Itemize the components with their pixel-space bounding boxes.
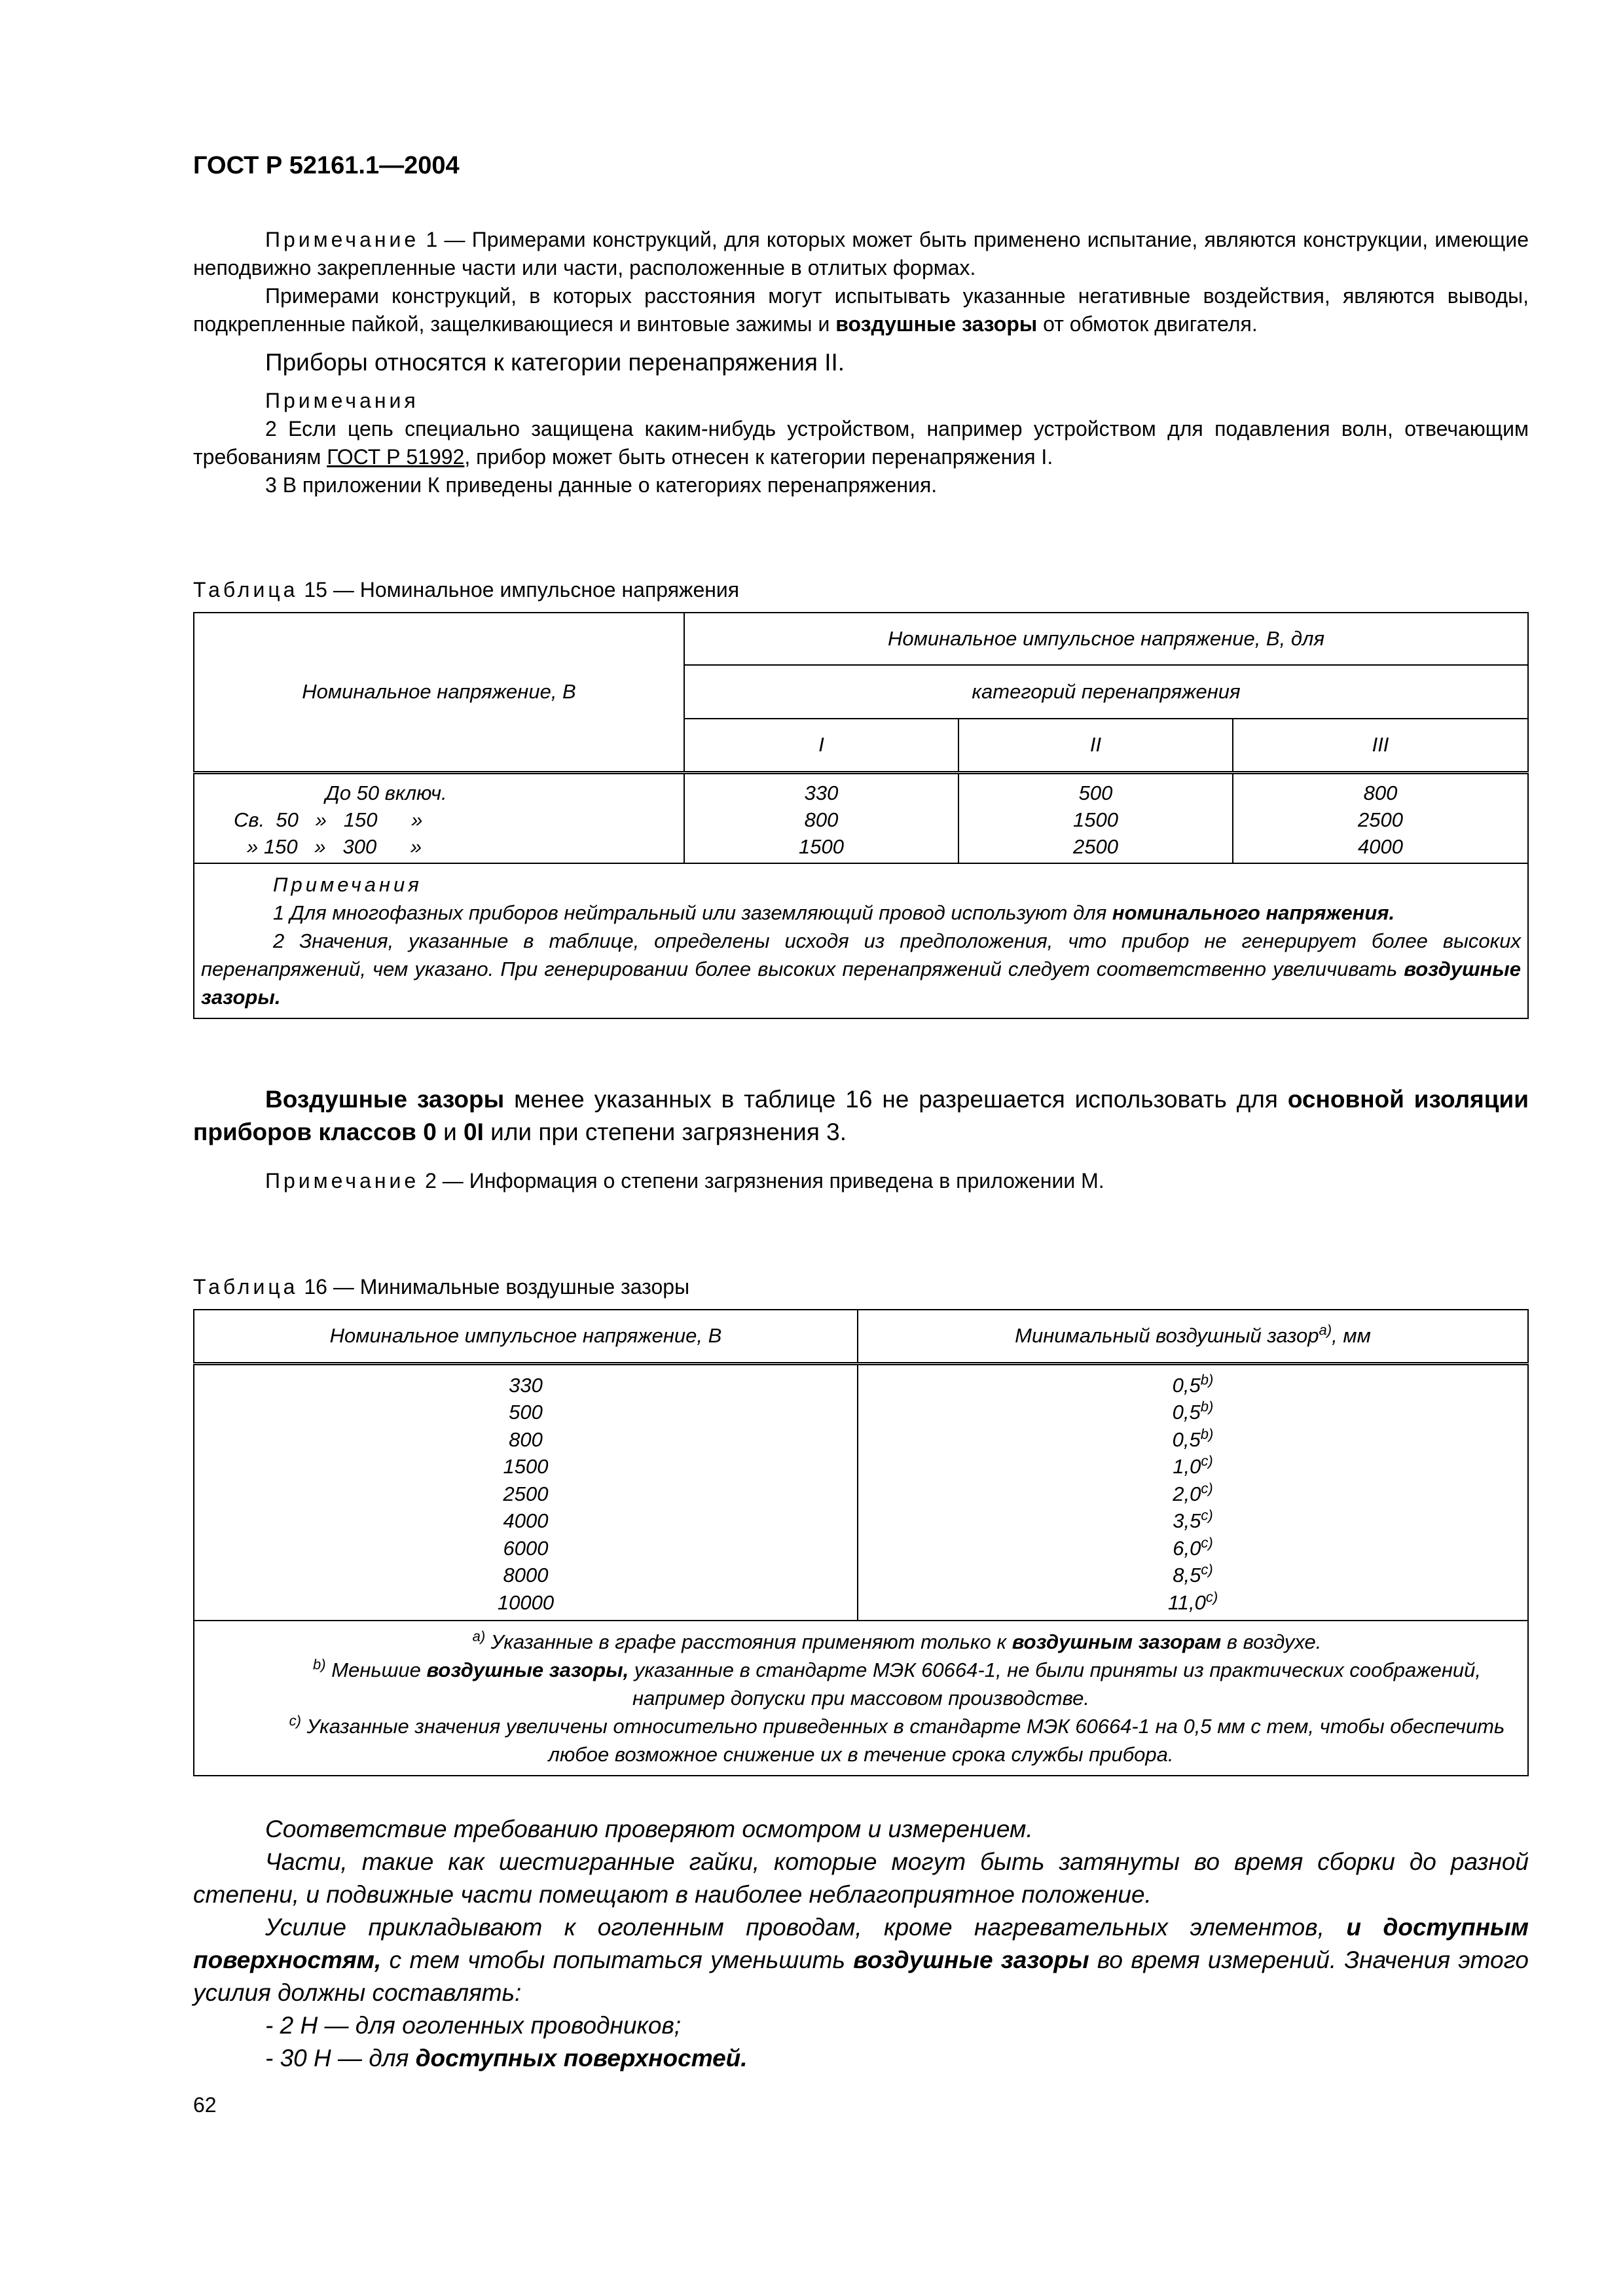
table-16-caption: Таблица 16 — Минимальные воздушные зазоры (193, 1275, 690, 1299)
table-15 (193, 612, 1529, 1019)
table-16 (193, 1309, 1529, 1776)
note-1: Примечание 1 — Примерами конструкций, для которых может быть применено испытание, являются конструкции, имеющие неподвижно закрепленные части или части, расположенные в отлитых формах. (193, 228, 1529, 279)
table-row (194, 772, 1528, 863)
cat-2-values: 500 1500 2500 (958, 772, 1233, 863)
compliance-section (193, 1813, 1529, 2075)
notes-label: Примечания (265, 389, 419, 412)
cat-header-1: I (684, 719, 958, 772)
impulse-voltage-values: 330 500 800 1500 2500 4000 6000 8000 10000 (194, 1363, 858, 1621)
table-15-notes: Примечания 1 Для многофазных приборов нейтральный или заземляющий провод используют для номинального напряжения. 2 Значения, указанные в таблице, определены исходя из предположения, что прибор не генерирует более высоких перенапряжений, чем указано. При генерировании более высоких перенапряжений следует соответственно увеличивать воздушные зазоры. (194, 863, 1528, 1018)
cat-1-values: 330 800 1500 (684, 772, 958, 863)
standard-link[interactable]: ГОСТ Р 51992 (327, 445, 465, 469)
footnote-c: $^{c)}$ Указанные значения увеличены относительно приведенных в стандарте МЭК 60664-1 на 0,5 мм с тем, чтобы обеспечить любое возможное снижение их в течение срока службы прибора. (289, 1712, 1505, 1766)
list-item: - 2 Н — для оголенных проводников; (265, 2012, 682, 2039)
compliance-p2: Части, такие как шестигранные гайки, которые могут быть затянуты во время сборки до разной степени, и подвижные части помещают в наиболее неблагоприятное положение. (193, 1848, 1529, 1908)
compliance-p3: Усилие прикладывают к оголенным проводам, кроме нагревательных элементов, и доступным поверхностям, с тем чтобы попытаться уменьшить воздушные зазоры во время измерений. Значения этого усилия должны составлять: (193, 1914, 1529, 2006)
table-16-footnotes-row (194, 1621, 1528, 1776)
footnote-b: $^{b)}$ Меньшие воздушные зазоры, указанные в стандарте МЭК 60664-1, не были приняты из практических соображений, например допуски при массовом производстве. (313, 1656, 1481, 1710)
note-3: 3 В приложении К приведены данные о категориях перенапряжения. (265, 473, 938, 497)
category-statement: Приборы относятся к категории перенапряжения II. (265, 349, 845, 376)
intro-section (193, 226, 1529, 499)
voltage-cell: До 50 включ. Св. 50 » 150 » » 150 » 300 » (194, 772, 684, 863)
air-gap-requirement: Воздушные зазоры менее указанных в таблице 16 не разрешается использовать для основной изоляции приборов классов 0 и 0I или при степени загрязнения 3. (193, 1086, 1529, 1145)
col-header-impulse-voltage: Номинальное импульсное напряжение, В (194, 1310, 858, 1363)
footnote-a: $^{a)}$ Указанные в графе расстояния применяют только к воздушным зазорам в воздухе. (472, 1628, 1322, 1653)
table-row (194, 1363, 1528, 1621)
note-2: 2 Если цепь специально защищена каким-нибудь устройством, например устройством для подавления волн, отвечающим требованиям ГОСТ Р 51992, прибор может быть отнесен к категории перенапряжения I. (193, 417, 1529, 469)
note-1-continued: Примерами конструкций, в которых расстояния могут испытывать указанные негативные воздействия, являются выводы, подкрепленные пайкой, защелкивающиеся и винтовые зажимы и воздушные зазоры от обмоток двигателя. (193, 284, 1529, 336)
col-header-min-gap: Минимальный воздушный зазор$^{a)}$, мм (858, 1310, 1528, 1363)
list-item: - 30 Н — для доступных поверхностей. (265, 2045, 748, 2072)
col-header-voltage: Номинальное напряжение, В (194, 613, 684, 772)
compliance-p1: Соответствие требованию проверяют осмотром и измерением. (265, 1816, 1033, 1842)
group-header: Номинальное импульсное напряжение, В, для (684, 613, 1528, 665)
note-pollution: Примечание 2 — Информация о степени загрязнения приведена в приложении М. (265, 1169, 1104, 1193)
table-15-caption: Таблица 15 — Номинальное импульсное напряжения (193, 578, 740, 601)
cat-header-2: II (958, 719, 1233, 772)
min-gap-values: 0,5$^{b)}$ 0,5$^{b)}$ 0,5$^{b)}$ 1,0$^{c)}$ 2,0$^{c)}$ 3,5$^{c)}$ 6,0$^{c)}$ 8,5$^{c)}$ 11,0$^{c)}$ (858, 1363, 1528, 1621)
cat-header-3: III (1233, 719, 1528, 772)
cat-3-values: 800 2500 4000 (1233, 772, 1528, 863)
middle-section (193, 1083, 1529, 1195)
table-16-footnotes (194, 1621, 1528, 1776)
table-15-notes-row (194, 863, 1528, 1018)
subgroup-header: категорий перенапряжения (684, 665, 1528, 719)
page-number: 62 (193, 2093, 217, 2117)
document-header: ГОСТ Р 52161.1—2004 (193, 152, 460, 179)
